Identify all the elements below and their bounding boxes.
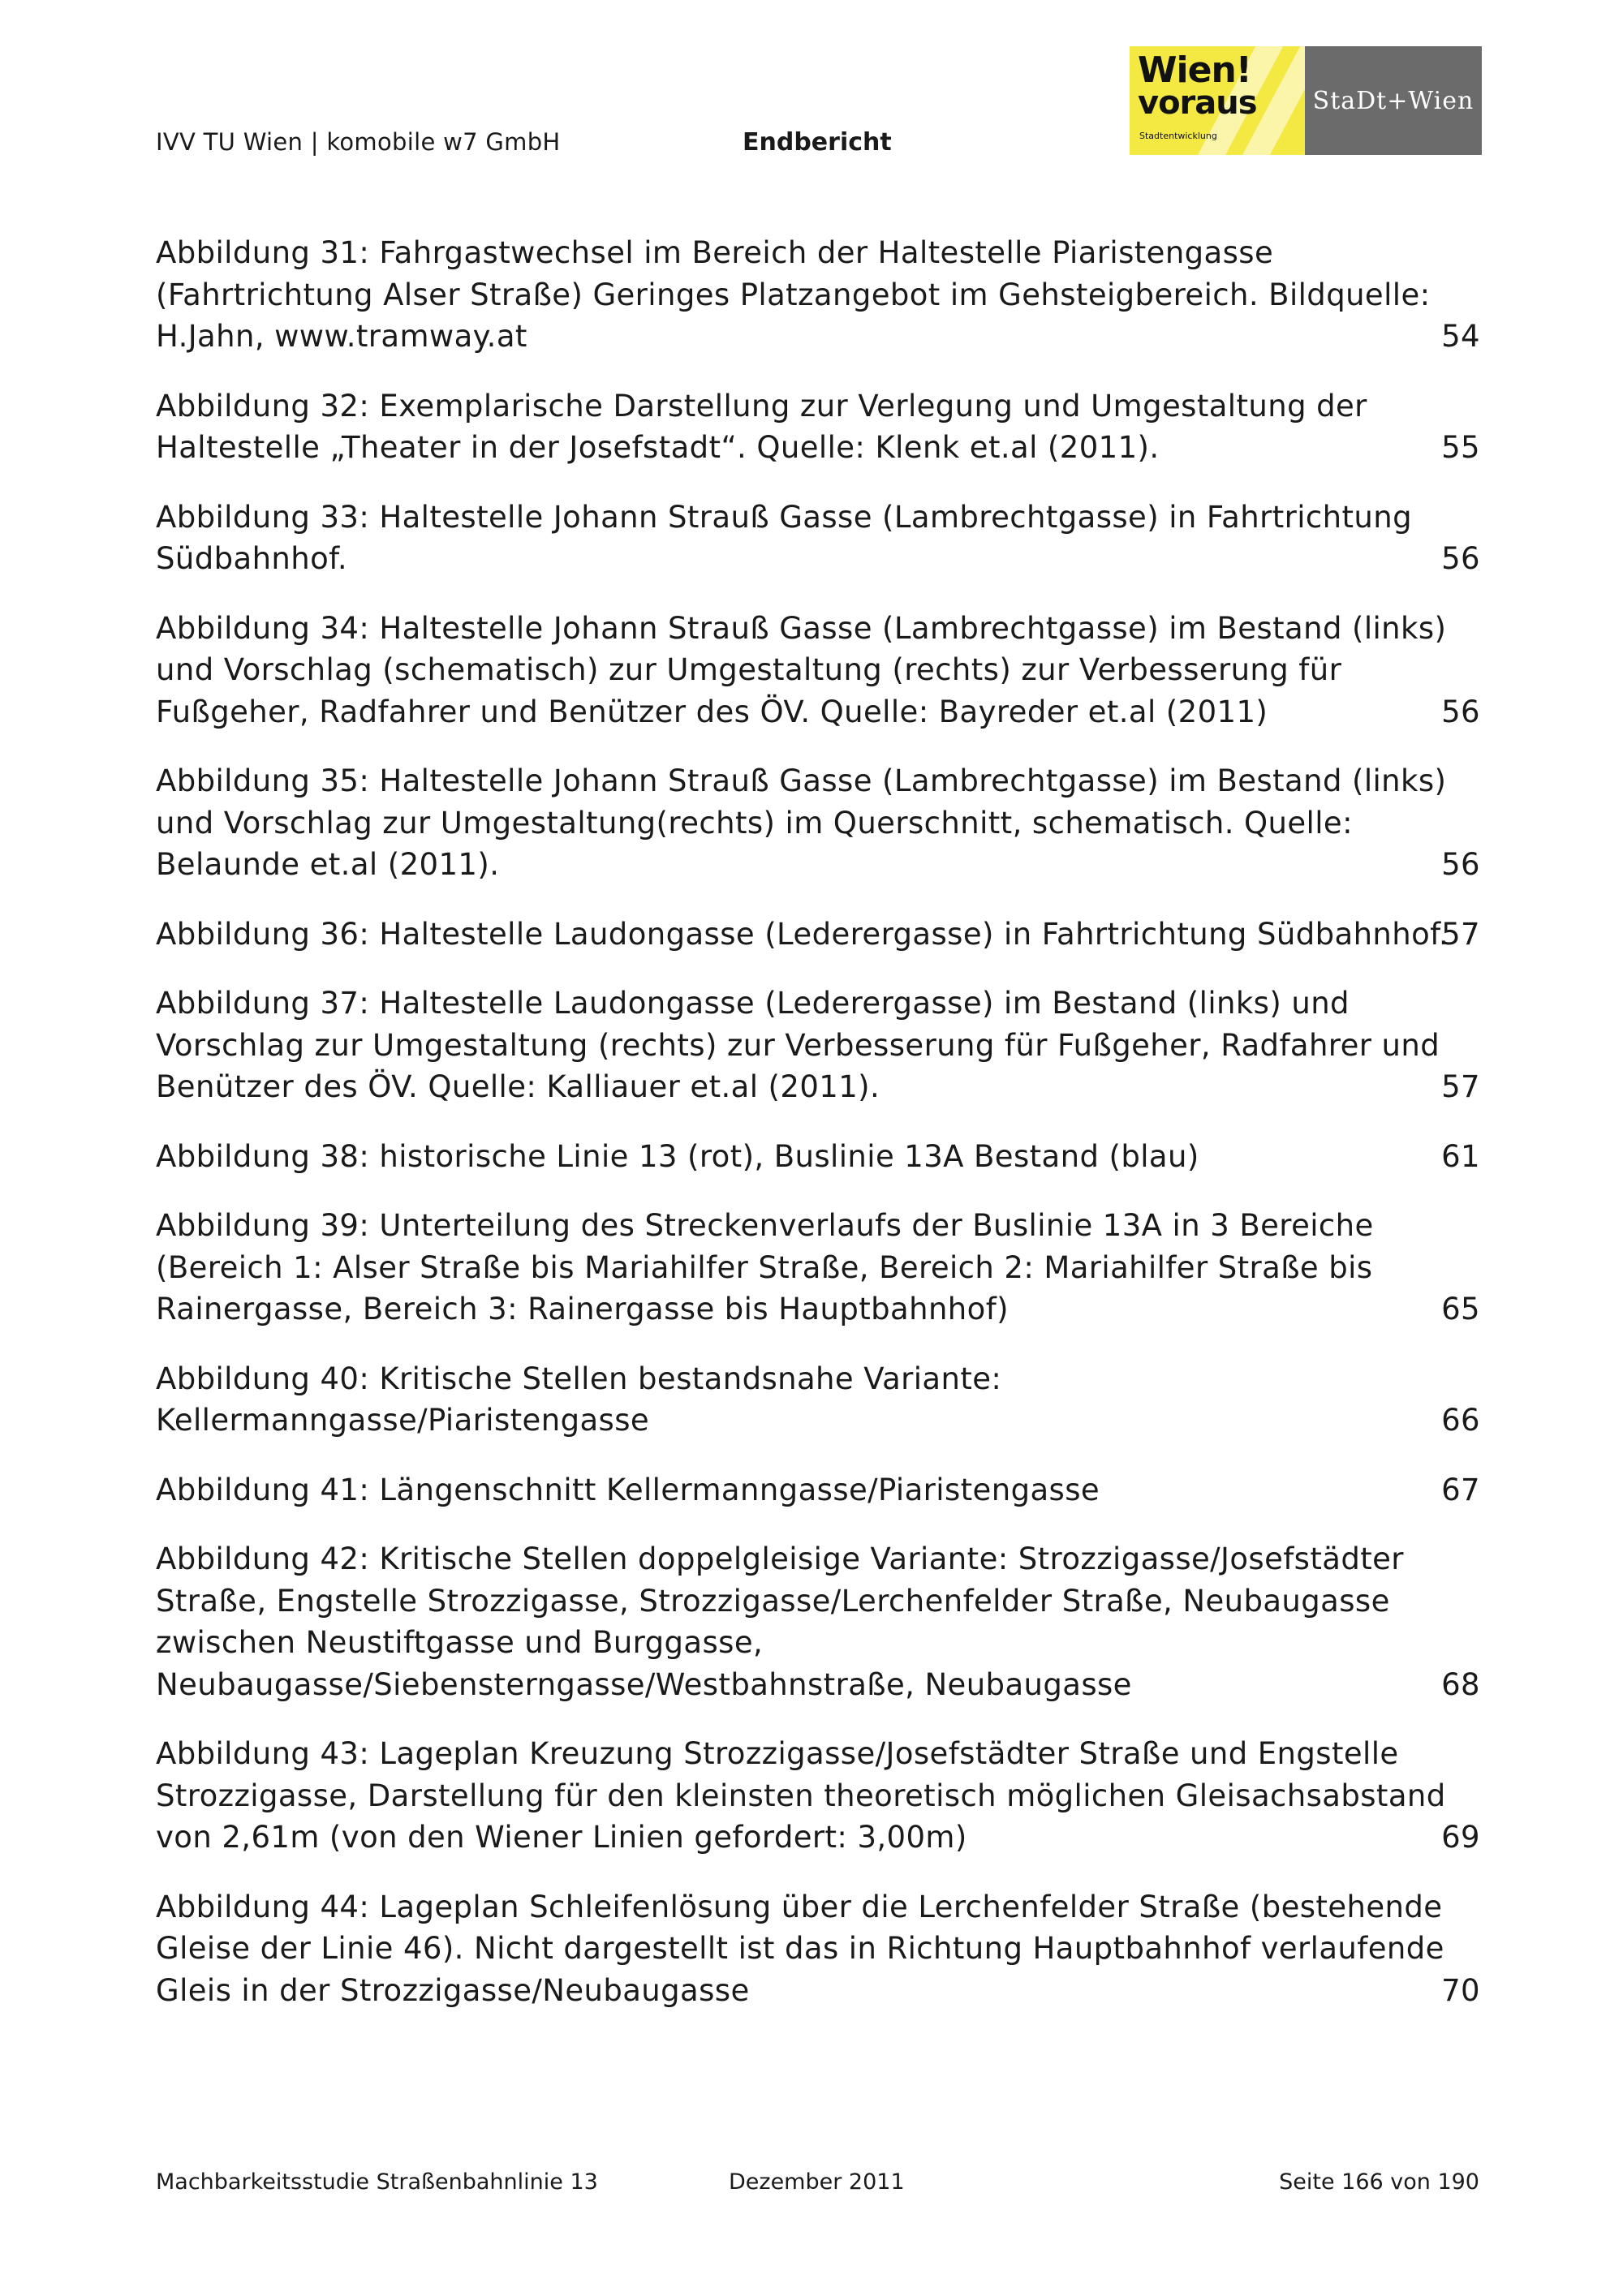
entry-caption-line: Kellermanngasse/Piaristengasse <box>156 1403 650 1438</box>
entry-page-number: 57 <box>1441 1069 1480 1104</box>
figure-list-entry[interactable] <box>156 232 1480 358</box>
figure-list-entry[interactable] <box>156 1538 1480 1705</box>
logo-voraus-text: voraus <box>1138 84 1257 122</box>
entry-caption-line: Abbildung 31: Fahrgastwechsel im Bereich der Haltestelle Piaristengasse <box>156 235 1274 270</box>
figure-list-entry[interactable] <box>156 982 1480 1108</box>
entry-caption-line: und Vorschlag zur Umgestaltung(rechts) im Querschnitt, schematisch. Quelle: <box>156 805 1353 841</box>
entry-caption-line: (Fahrtrichtung Alser Straße) Geringes Platzangebot im Gehsteigbereich. Bildquelle: <box>156 277 1431 312</box>
entry-page-number: 65 <box>1441 1292 1480 1326</box>
entry-caption-line: Abbildung 40: Kritische Stellen bestandsnahe Variante: <box>156 1361 1002 1396</box>
entry-caption-line: Abbildung 35: Haltestelle Johann Strauß Gasse (Lambrechtgasse) im Bestand (links) <box>156 763 1447 798</box>
entry-caption-line: Rainergasse, Bereich 3: Rainergasse bis Hauptbahnhof) <box>156 1292 1009 1326</box>
entry-caption-line: Abbildung 44: Lageplan Schleifenlösung über die Lerchenfelder Straße (bestehende <box>156 1889 1443 1924</box>
entry-caption-line: zwischen Neustiftgasse und Burggasse, <box>156 1625 764 1660</box>
figure-list-entry[interactable] <box>156 914 1480 956</box>
entry-page-number: 56 <box>1441 541 1480 576</box>
footer-page-number: Seite 166 von 190 <box>1279 2169 1479 2195</box>
figure-list <box>156 232 1480 2039</box>
entry-caption-line: Abbildung 32: Exemplarische Darstellung zur Verlegung und Umgestaltung der <box>156 388 1367 424</box>
entry-caption-line: H.Jahn, www.tramway.at <box>156 319 527 354</box>
logo-subtitle-text: Stadtentwicklung <box>1139 131 1217 141</box>
entry-page-number: 55 <box>1441 430 1480 465</box>
entry-page-number: 66 <box>1441 1403 1480 1438</box>
entry-caption-line: Abbildung 34: Haltestelle Johann Strauß Gasse (Lambrechtgasse) im Bestand (links) <box>156 610 1447 646</box>
entry-page-number: 54 <box>1441 319 1480 354</box>
figure-list-entry[interactable] <box>156 760 1480 886</box>
entry-page-number: 67 <box>1441 1472 1480 1507</box>
wien-voraus-logo <box>1130 46 1305 155</box>
entry-caption-line: (Bereich 1: Alser Straße bis Mariahilfer Straße, Bereich 2: Mariahilfer Straße bis <box>156 1249 1373 1285</box>
entry-page-number: 57 <box>1441 916 1480 952</box>
entry-page-number: 68 <box>1441 1666 1480 1702</box>
logo-wien-text: Wien! <box>1138 49 1251 91</box>
entry-caption-line: Südbahnhof. <box>156 541 348 576</box>
entry-page-number: 70 <box>1441 1972 1480 2008</box>
entry-caption-line: Abbildung 36: Haltestelle Laudongasse (Lederergasse) in Fahrtrichtung Südbahnhof. <box>156 916 1449 952</box>
entry-caption-line: Abbildung 33: Haltestelle Johann Strauß Gasse (Lambrechtgasse) in Fahrtrichtung <box>156 499 1413 535</box>
entry-caption-line: Gleise der Linie 46). Nicht dargestellt ist das in Richtung Hauptbahnhof verlaufende <box>156 1931 1444 1966</box>
header-organization: IVV TU Wien | komobile w7 GmbH <box>156 128 561 156</box>
entry-caption-line: Gleis in der Strozzigasse/Neubaugasse <box>156 1972 750 2008</box>
entry-caption-line: Neubaugasse/Siebensterngasse/Westbahnstraße, Neubaugasse <box>156 1666 1132 1702</box>
figure-list-entry[interactable] <box>156 1733 1480 1859</box>
entry-page-number: 56 <box>1441 694 1480 729</box>
entry-caption-line: Abbildung 41: Längenschnitt Kellermanngasse/Piaristengasse <box>156 1472 1100 1507</box>
entry-caption-line: Abbildung 38: historische Linie 13 (rot), Buslinie 13A Bestand (blau) <box>156 1138 1199 1174</box>
entry-caption-line: Haltestelle „Theater in der Josefstadt“. Quelle: Klenk et.al (2011). <box>156 430 1160 465</box>
figure-list-entry[interactable] <box>156 1469 1480 1511</box>
figure-list-entry[interactable] <box>156 1358 1480 1442</box>
figure-list-entry[interactable] <box>156 1886 1480 2012</box>
entry-page-number: 69 <box>1441 1820 1480 1855</box>
entry-caption-line: Abbildung 43: Lageplan Kreuzung Strozzigasse/Josefstädter Straße und Engstelle <box>156 1736 1399 1771</box>
stadt-wien-logo: StaDt+Wien <box>1305 46 1482 155</box>
entry-caption-line: Straße, Engstelle Strozzigasse, Strozzigasse/Lerchenfelder Straße, Neubaugasse <box>156 1583 1390 1619</box>
entry-caption-line: von 2,61m (von den Wiener Linien gefordert: 3,00m) <box>156 1820 967 1855</box>
entry-caption-line: Abbildung 39: Unterteilung des Streckenverlaufs der Buslinie 13A in 3 Bereiche <box>156 1208 1374 1243</box>
entry-caption-line: Benützer des ÖV. Quelle: Kalliauer et.al (2011). <box>156 1069 880 1104</box>
entry-page-number: 61 <box>1441 1138 1480 1174</box>
entry-caption-line: und Vorschlag (schematisch) zur Umgestaltung (rechts) zur Verbesserung für <box>156 652 1342 687</box>
figure-list-entry[interactable] <box>156 608 1480 733</box>
entry-caption-line: Abbildung 37: Haltestelle Laudongasse (Lederergasse) im Bestand (links) und <box>156 986 1350 1021</box>
footer-study-title: Machbarkeitsstudie Straßenbahnlinie 13 <box>156 2169 598 2195</box>
figure-list-entry[interactable] <box>156 497 1480 580</box>
entry-caption-line: Abbildung 42: Kritische Stellen doppelgleisige Variante: Strozzigasse/Josefstädter <box>156 1541 1404 1576</box>
header-report-type: Endbericht <box>743 128 892 157</box>
footer-date: Dezember 2011 <box>729 2169 905 2195</box>
entry-caption-line: Strozzigasse, Darstellung für den kleinsten theoretisch möglichen Gleisachsabstand <box>156 1778 1446 1813</box>
entry-caption-line: Fußgeher, Radfahrer und Benützer des ÖV. Quelle: Bayreder et.al (2011) <box>156 694 1268 729</box>
figure-list-entry[interactable] <box>156 1205 1480 1331</box>
entry-page-number: 56 <box>1441 847 1480 882</box>
figure-list-entry[interactable] <box>156 1136 1480 1178</box>
entry-caption-line: Vorschlag zur Umgestaltung (rechts) zur Verbesserung für Fußgeher, Radfahrer und <box>156 1027 1440 1063</box>
figure-list-entry[interactable] <box>156 385 1480 469</box>
entry-caption-line: Belaunde et.al (2011). <box>156 847 500 882</box>
